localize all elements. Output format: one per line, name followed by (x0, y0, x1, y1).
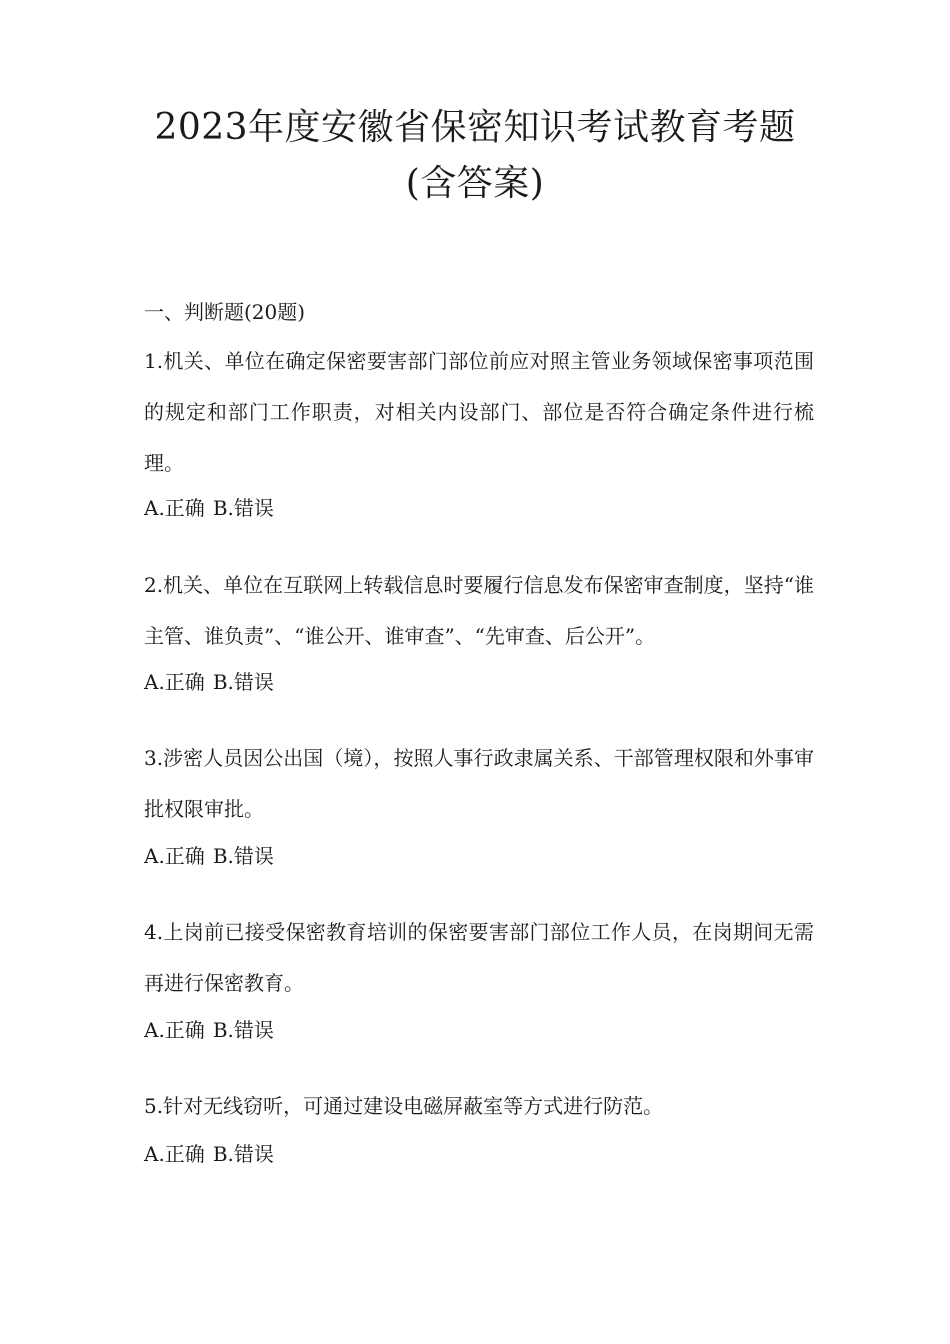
option-b: B.错误 (212, 844, 274, 868)
question-5-text: 5.针对无线窃听，可通过建设电磁屏蔽室等方式进行防范。 (144, 1094, 664, 1118)
option-b: B.错误 (212, 496, 274, 520)
question-3-text: 3.涉密人员因公出国（境），按照人事行政隶属关系、干部管理权限和外事审批权限审批。 (144, 746, 814, 821)
option-a: A.正确 (144, 496, 205, 520)
option-a: A.正确 (144, 670, 205, 694)
question-5-options (144, 1138, 274, 1170)
option-b: B.错误 (212, 670, 274, 694)
option-a: A.正确 (144, 1018, 205, 1042)
question-4-text: 4.上岗前已接受保密教育培训的保密要害部门部位工作人员，在岗期间无需再进行保密教育。 (144, 920, 814, 995)
question-3-options (144, 840, 274, 872)
option-b: B.错误 (212, 1018, 274, 1042)
question-1-options (144, 492, 274, 524)
question-4-options (144, 1014, 274, 1046)
option-a: A.正确 (144, 844, 205, 868)
document-title: 2023年度安徽省保密知识考试教育考题(含答案) (154, 107, 796, 204)
option-b: B.错误 (212, 1142, 274, 1166)
question-2-options (144, 666, 274, 698)
section-heading: 一、判断题(20题) (144, 300, 306, 324)
option-a: A.正确 (144, 1142, 205, 1166)
question-2-text: 2.机关、单位在互联网上转载信息时要履行信息发布保密审查制度，坚持“谁主管、谁负责”、“谁公开、谁审查”、“先审查、后公开”。 (144, 573, 814, 648)
question-1-text: 1.机关、单位在确定保密要害部门部位前应对照主管业务领域保密事项范围的规定和部门工作职责，对相关内设部门、部位是否符合确定条件进行梳理。 (144, 349, 814, 475)
